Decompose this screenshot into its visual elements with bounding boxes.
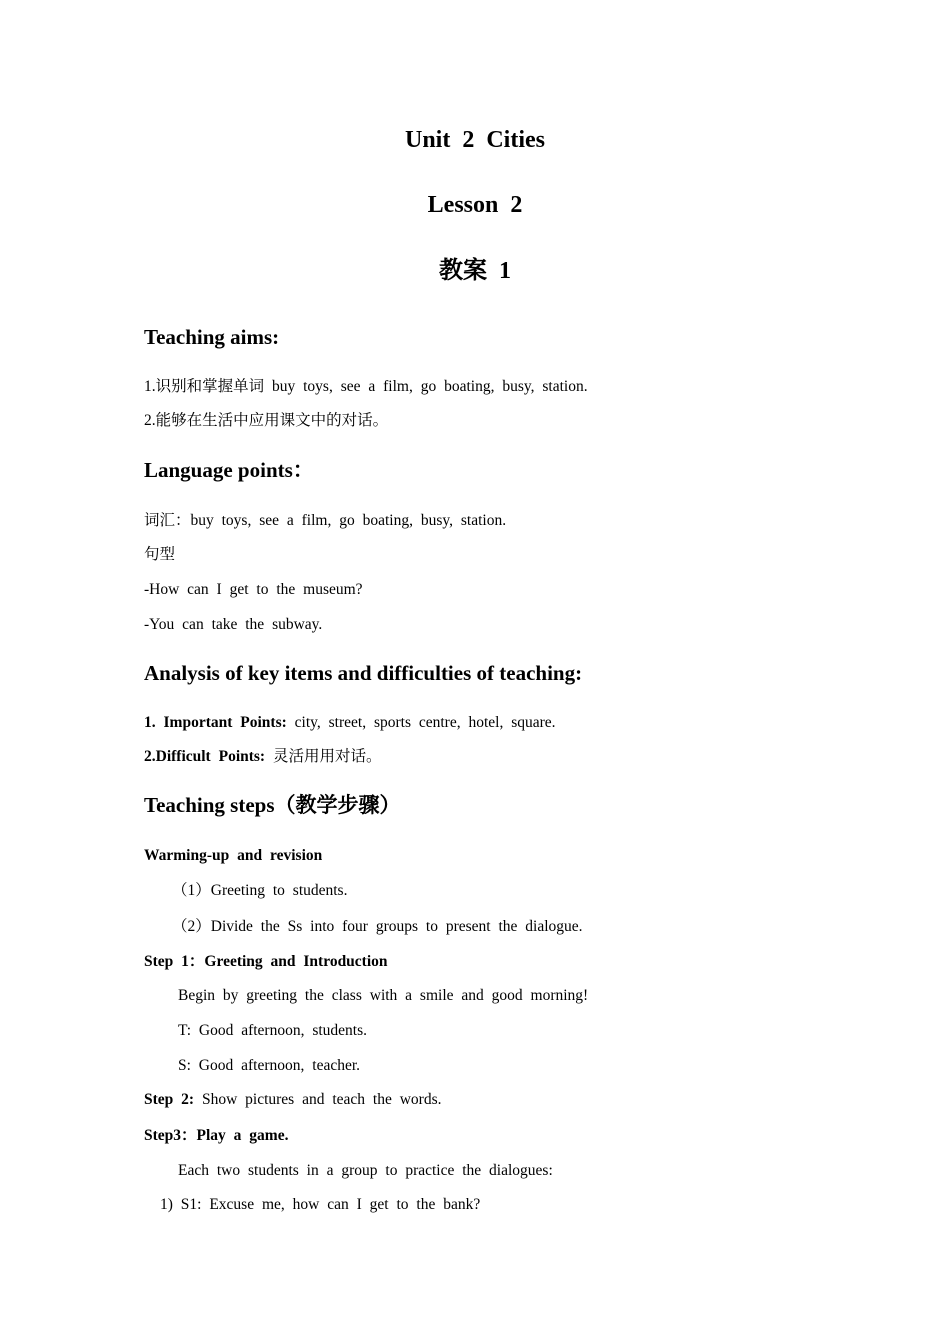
step2-label: Step 2: — [144, 1091, 195, 1108]
warmup-item-1: （1）Greeting to students. — [172, 882, 348, 899]
lesson-title: Lesson 2 — [427, 192, 523, 218]
language-points-heading: Language points： — [144, 458, 314, 482]
analysis-heading: Analysis of key items and difficulties of teaching: — [144, 661, 583, 685]
aims-item-1: 1.识别和掌握单词 buy toys, see a film, go boating, busy, station. — [144, 378, 588, 395]
plan-title: 教案 1 — [439, 258, 511, 284]
aims-item-2: 2.能够在生活中应用课文中的对话。 — [144, 412, 389, 429]
sentence-pattern-1: -How can I get to the museum? — [144, 581, 363, 598]
step1-line-1: Begin by greeting the class with a smile and good morning! — [178, 987, 589, 1004]
important-points-line — [144, 713, 556, 733]
sentence-pattern-label: 句型 — [144, 546, 176, 563]
difficult-points-label: 2.Difficult Points: — [144, 748, 266, 765]
warmup-item-2: （2）Divide the Ss into four groups to present the dialogue. — [172, 918, 583, 935]
difficult-points-line — [144, 747, 382, 767]
step1-line-2: T: Good afternoon, students. — [178, 1022, 368, 1039]
step3-title: Step3：Play a game. — [144, 1127, 289, 1144]
difficult-points-text: 灵活用用对话。 — [265, 748, 382, 765]
important-points-text: city, street, sports centre, hotel, square. — [286, 714, 556, 731]
step3-line-2: 1) S1: Excuse me, how can I get to the bank? — [160, 1196, 481, 1213]
vocabulary-line: 词汇：buy toys, see a film, go boating, busy, station. — [144, 512, 507, 529]
step2-line — [144, 1090, 441, 1110]
unit-title: Unit 2 Cities — [405, 127, 545, 153]
sentence-pattern-2: -You can take the subway. — [144, 616, 323, 633]
warmup-title: Warming-up and revision — [144, 847, 323, 864]
step3-line-1: Each two students in a group to practice the dialogues: — [178, 1162, 553, 1179]
step1-title: Step 1：Greeting and Introduction — [144, 953, 388, 970]
step2-text: Show pictures and teach the words. — [194, 1091, 442, 1108]
important-points-label: 1. Important Points: — [144, 714, 287, 731]
step1-line-3: S: Good afternoon, teacher. — [178, 1057, 361, 1074]
teaching-steps-heading: Teaching steps（教学步骤） — [144, 793, 401, 817]
teaching-aims-heading: Teaching aims: — [144, 325, 280, 349]
